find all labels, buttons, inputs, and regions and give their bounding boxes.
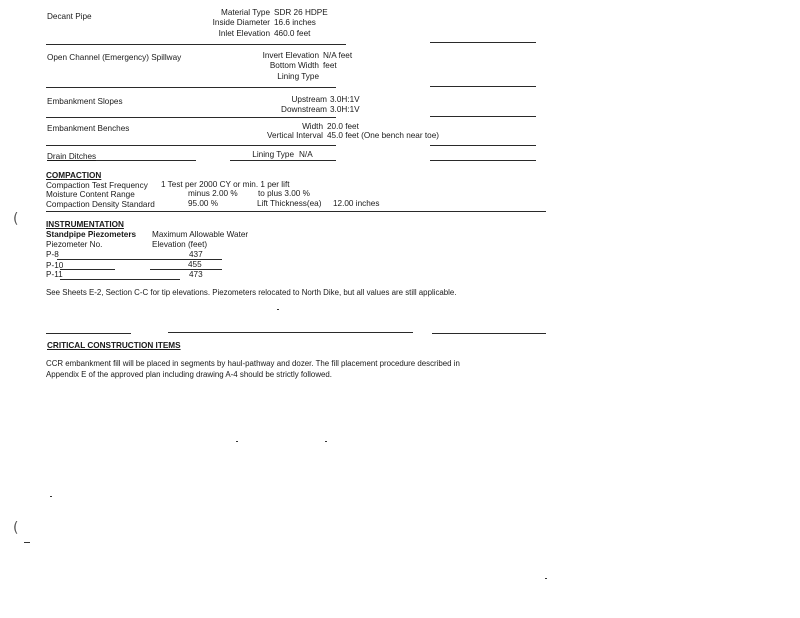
piezometer-elevation: 437 (189, 250, 203, 259)
scan-speck (236, 441, 238, 442)
density-standard-value: 95.00 % (188, 199, 219, 208)
critical-text-line: Appendix E of the approved plan including drawing A-4 should be strictly followed. (46, 370, 332, 379)
piezometer-id: P-8 (46, 250, 59, 259)
scan-speck (50, 496, 52, 497)
bench-width-value: 20.0 feet (327, 122, 359, 131)
rule-line (46, 117, 336, 118)
bench-width-label: Width (302, 122, 323, 131)
moisture-plus-value: to plus 3.00 % (258, 189, 310, 198)
upstream-label: Upstream (291, 95, 327, 104)
inside-diameter-label: Inside Diameter (212, 18, 270, 27)
rule-line (46, 333, 131, 334)
benches-label: Embankment Benches (47, 124, 130, 133)
rule-line (46, 145, 336, 146)
moisture-minus-value: minus 2.00 % (188, 189, 238, 198)
scan-mark: ( (13, 211, 19, 227)
piezometer-elevation: 473 (189, 270, 203, 279)
test-frequency-label: Compaction Test Frequency (46, 181, 148, 190)
upstream-value: 3.0H:1V (330, 95, 360, 104)
scan-speck (277, 309, 279, 310)
piezometer-id: P-10 (46, 261, 64, 270)
instrumentation-note: See Sheets E-2, Section C-C for tip elevations. Piezometers relocated to North Dike, but all values are still applicable. (46, 288, 457, 297)
rule-line (430, 145, 536, 146)
test-frequency-value: 1 Test per 2000 CY or min. 1 per lift (161, 180, 290, 189)
max-water-label: Maximum Allowable Water (152, 230, 249, 239)
inlet-elevation-label: Inlet Elevation (218, 29, 270, 38)
rule-line (60, 279, 180, 280)
rule-line (46, 211, 546, 212)
scan-mark: ( (13, 520, 19, 536)
invert-elevation-label: Invert Elevation (262, 51, 319, 60)
downstream-value: 3.0H:1V (330, 105, 360, 114)
bottom-width-label: Bottom Width (269, 61, 319, 70)
rule-line (430, 160, 536, 161)
rule-line (60, 269, 115, 270)
rule-line (430, 116, 536, 117)
lift-thickness-label: Lift Thickness(ea) (257, 199, 322, 208)
piezometer-id: P-11 (46, 270, 63, 279)
rule-line (430, 42, 536, 43)
inside-diameter-value: 16.6 inches (274, 18, 316, 27)
rule-line (168, 332, 413, 333)
critical-heading: CRITICAL CONSTRUCTION ITEMS (47, 341, 181, 350)
vertical-interval-label: Vertical Interval (267, 131, 323, 140)
lining-type-label: Lining Type (277, 72, 319, 81)
spillway-label: Open Channel (Emergency) Spillway (47, 53, 182, 62)
slopes-label: Embankment Slopes (47, 97, 123, 106)
critical-text-line: CCR embankment fill will be placed in segments by haul-pathway and dozer. The fill placement procedure described in (46, 359, 460, 368)
rule-line (432, 333, 546, 334)
rule-line (230, 160, 336, 161)
drain-lining-label: Lining Type (252, 150, 294, 159)
rule-line (96, 160, 196, 161)
drain-ditches-label: Drain Ditches (47, 152, 97, 161)
scan-speck (545, 578, 547, 579)
standpipe-subheading: Standpipe Piezometers (46, 230, 137, 239)
compaction-heading: COMPACTION (46, 171, 102, 180)
piezometer-no-header: Piezometer No. (46, 240, 103, 249)
invert-elevation-value: N/A feet (323, 51, 353, 60)
decant-pipe-label: Decant Pipe (47, 12, 92, 21)
vertical-interval-value: 45.0 feet (One bench near toe) (327, 131, 439, 140)
scan-speck (325, 441, 327, 442)
rule-line (430, 86, 536, 87)
instrumentation-heading: INSTRUMENTATION (46, 220, 124, 229)
elevation-header: Elevation (feet) (152, 240, 208, 249)
bottom-width-value: feet (323, 61, 337, 70)
downstream-label: Downstream (281, 105, 327, 114)
drain-lining-value: N/A (299, 150, 313, 159)
rule-line (150, 269, 222, 270)
material-type-label: Material Type (221, 8, 270, 17)
moisture-range-label: Moisture Content Range (46, 190, 135, 199)
density-standard-label: Compaction Density Standard (46, 200, 155, 209)
rule-line (46, 87, 336, 88)
scan-speck (24, 542, 30, 543)
lift-thickness-value: 12.00 inches (333, 199, 380, 208)
inlet-elevation-value: 460.0 feet (274, 29, 311, 38)
rule-line (46, 44, 346, 45)
material-type-value: SDR 26 HDPE (274, 8, 328, 17)
piezometer-elevation: 455 (188, 260, 202, 269)
